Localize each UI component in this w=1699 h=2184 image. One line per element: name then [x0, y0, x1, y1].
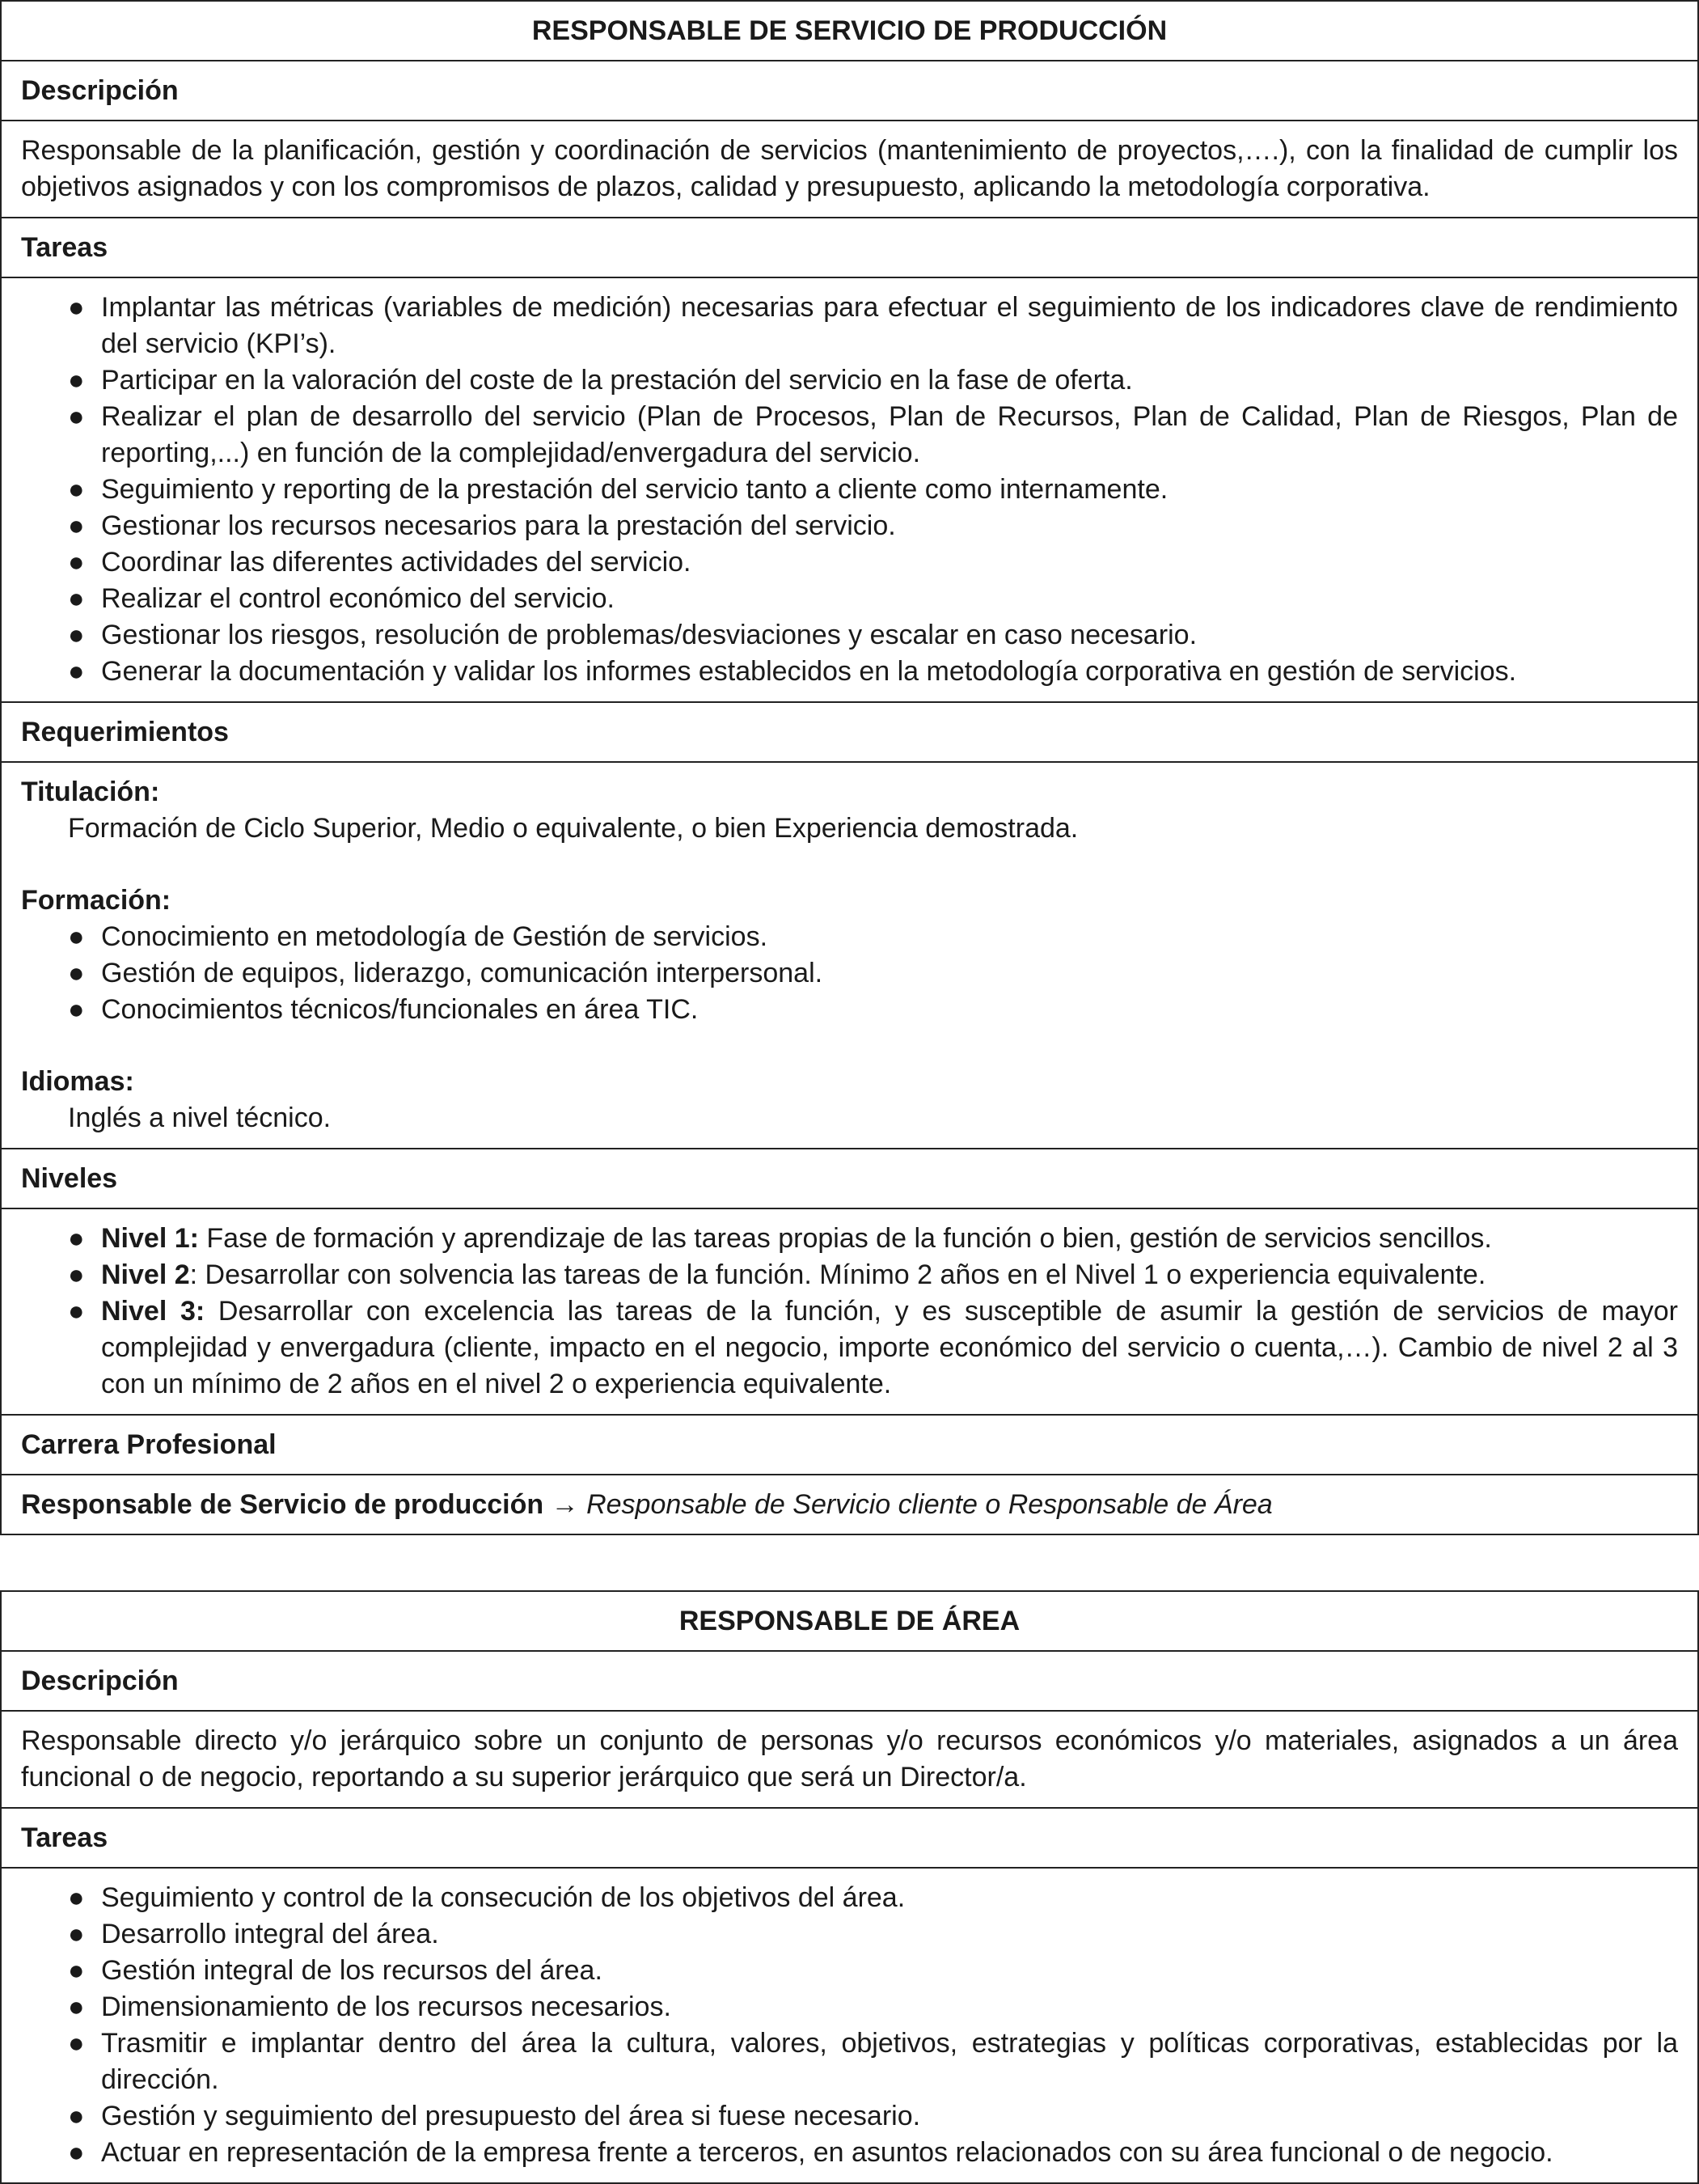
- tasks-heading: Tareas: [1, 1808, 1698, 1868]
- bullet-icon: ●: [68, 401, 85, 432]
- list-item: ● Realizar el control económico del servicio.: [101, 581, 1678, 617]
- list-item: ● Trasmitir e implantar dentro del área la cultura, valores, objetivos, estrategias y políticas corporativas, establecidas por la dirección.: [101, 2025, 1678, 2098]
- role-title: RESPONSABLE DE SERVICIO DE PRODUCCIÓN: [1, 1, 1698, 61]
- arrow-icon: →: [543, 1489, 587, 1520]
- level-text: Fase de formación y aprendizaje de las tareas propias de la función o bien, gestión de servicios sencillos.: [198, 1223, 1492, 1254]
- list-item: ● Generar la documentación y validar los informes establecidos en la metodología corporativa en gestión de servicios.: [101, 654, 1678, 690]
- bullet-icon: ●: [68, 292, 85, 323]
- bullet-icon: ●: [68, 2028, 85, 2059]
- spacer: [21, 1028, 1678, 1064]
- formacion-label: Formación:: [21, 885, 171, 916]
- list-item: ● Seguimiento y control de la consecución de los objetivos del área.: [101, 1880, 1678, 1916]
- bullet-icon: ●: [68, 921, 85, 952]
- tasks-cell: [1, 277, 1698, 702]
- bullet-icon: ●: [68, 1223, 85, 1254]
- tasks-cell: [1, 1868, 1698, 2183]
- bullet-icon: ●: [68, 1955, 85, 1986]
- list-item: [68, 1221, 1678, 1257]
- tasks-list: [21, 1880, 1678, 2171]
- list-item: ● Seguimiento y reporting de la prestación del servicio tanto a cliente como internamente.: [101, 472, 1678, 508]
- levels-list: [21, 1221, 1678, 1403]
- description-heading: Descripción: [1, 1651, 1698, 1711]
- role-table-area-manager: [0, 1590, 1699, 2184]
- tasks-heading: Tareas: [1, 218, 1698, 277]
- bullet-icon: ●: [68, 620, 85, 650]
- career-to: Responsable de Servicio cliente o Responsable de Área: [586, 1489, 1273, 1520]
- list-item: ● Gestión de equipos, liderazgo, comunicación interpersonal.: [101, 955, 1678, 992]
- career-heading: Carrera Profesional: [1, 1415, 1698, 1475]
- idiomas-label: Idiomas:: [21, 1066, 134, 1097]
- bullet-icon: ●: [68, 1882, 85, 1913]
- list-item: ● Gestionar los recursos necesarios para la prestación del servicio.: [101, 508, 1678, 544]
- list-item: ● Conocimientos técnicos/funcionales en área TIC.: [101, 992, 1678, 1028]
- formacion-list: [21, 919, 1678, 1028]
- level-label: Nivel 1:: [101, 1223, 199, 1254]
- list-item: ● Desarrollo integral del área.: [101, 1916, 1678, 1953]
- bullet-icon: ●: [68, 656, 85, 687]
- description-heading: Descripción: [1, 61, 1698, 121]
- bullet-icon: ●: [68, 1259, 85, 1290]
- level-text: : Desarrollar con solvencia las tareas de la función. Mínimo 2 años en el Nivel 1 o experiencia equivalente.: [189, 1259, 1486, 1290]
- list-item: ● Actuar en representación de la empresa frente a terceros, en asuntos relacionados con su área funcional o de negocio.: [101, 2135, 1678, 2171]
- bullet-icon: ●: [68, 1919, 85, 1949]
- list-item: ● Dimensionamiento de los recursos necesarios.: [101, 1989, 1678, 2025]
- bullet-icon: ●: [68, 1991, 85, 2022]
- role-title: RESPONSABLE DE ÁREA: [1, 1591, 1698, 1651]
- list-item: ● Gestionar los riesgos, resolución de problemas/desviaciones y escalar en caso necesario.: [101, 617, 1678, 654]
- bullet-icon: ●: [68, 958, 85, 988]
- career-from: Responsable de Servicio de producción: [21, 1489, 544, 1520]
- bullet-icon: ●: [68, 2137, 85, 2168]
- bullet-icon: ●: [68, 547, 85, 578]
- requirements-cell: [1, 762, 1698, 1149]
- spacer: [21, 847, 1678, 882]
- level-text: Desarrollar con excelencia las tareas de la función, y es susceptible de asumir la gestión de servicios de mayor complejidad y envergadura (cliente, impacto en el negocio, importe económico del servicio o cuenta,…). Cambio de nivel 2 al 3 con un mínimo de 2 años en el nivel 2 o experiencia equivalente.: [101, 1296, 1678, 1399]
- list-item: ● Gestión integral de los recursos del área.: [101, 1953, 1678, 1989]
- list-item: ● Coordinar las diferentes actividades del servicio.: [101, 544, 1678, 581]
- list-item: [68, 1293, 1678, 1403]
- bullet-icon: ●: [68, 510, 85, 541]
- titulacion-value: Formación de Ciclo Superior, Medio o equivalente, o bien Experiencia demostrada.: [68, 813, 1079, 844]
- description-text: Responsable de la planificación, gestión y coordinación de servicios (mantenimiento de proyectos,….), con la finalidad de cumplir los objetivos asignados y con los compromisos de plazos, calidad y presupuesto, aplicando la metodología corporativa.: [1, 121, 1698, 218]
- level-label: Nivel 3:: [101, 1296, 205, 1327]
- levels-cell: [1, 1208, 1698, 1415]
- list-item: ● Implantar las métricas (variables de medición) necesarias para efectuar el seguimiento de los indicadores clave de rendimiento del servicio (KPI’s).: [101, 290, 1678, 362]
- requirements-heading: Requerimientos: [1, 702, 1698, 762]
- list-item: ● Gestión y seguimiento del presupuesto del área si fuese necesario.: [101, 2098, 1678, 2135]
- career-path: [1, 1475, 1698, 1534]
- tasks-list: [21, 290, 1678, 690]
- bullet-icon: ●: [68, 365, 85, 396]
- list-item: [68, 1257, 1678, 1293]
- list-item: ● Participar en la valoración del coste de la prestación del servicio en la fase de oferta.: [101, 362, 1678, 399]
- bullet-icon: ●: [68, 994, 85, 1025]
- idiomas-value: Inglés a nivel técnico.: [68, 1103, 332, 1133]
- bullet-icon: ●: [68, 1296, 85, 1327]
- list-item: ● Conocimiento en metodología de Gestión de servicios.: [101, 919, 1678, 955]
- bullet-icon: ●: [68, 2101, 85, 2131]
- bullet-icon: ●: [68, 474, 85, 505]
- description-text: Responsable directo y/o jerárquico sobre un conjunto de personas y/o recursos económicos y/o materiales, asignados a un área funcional o de negocio, reportando a su superior jerárquico que será un Director/a.: [1, 1711, 1698, 1808]
- levels-heading: Niveles: [1, 1149, 1698, 1208]
- level-label: Nivel 2: [101, 1259, 190, 1290]
- list-item: ● Realizar el plan de desarrollo del servicio (Plan de Procesos, Plan de Recursos, Plan de Calidad, Plan de Riesgos, Plan de reporting,...) en función de la complejidad/envergadura del servicio.: [101, 399, 1678, 472]
- titulacion-label: Titulación:: [21, 777, 160, 807]
- bullet-icon: ●: [68, 583, 85, 614]
